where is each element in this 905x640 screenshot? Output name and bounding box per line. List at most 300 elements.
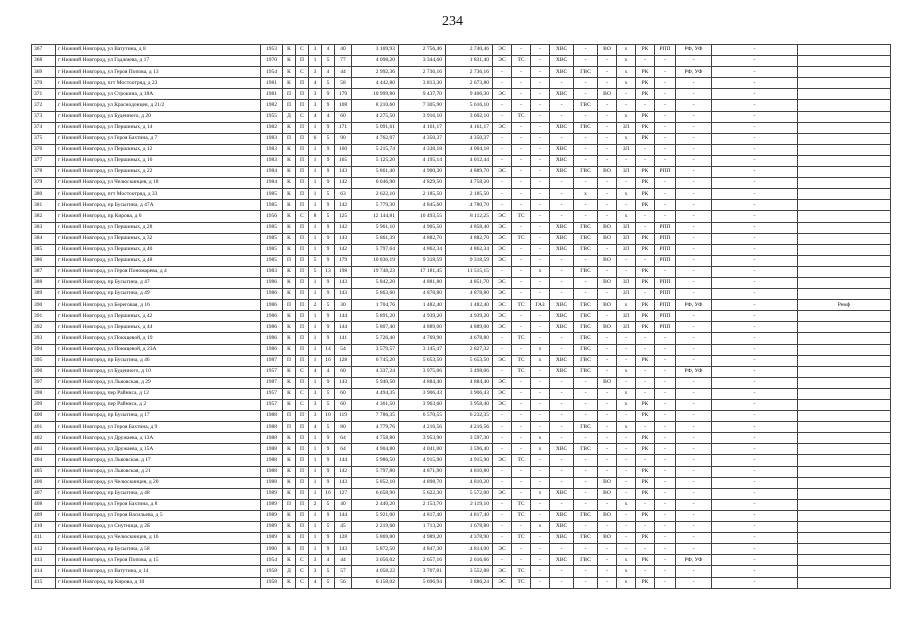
table-cell: 5 869,80 bbox=[352, 533, 399, 544]
table-cell: 4 845,60 bbox=[399, 200, 446, 211]
table-cell: 1 bbox=[309, 178, 322, 189]
table-cell: 4 bbox=[322, 555, 335, 566]
table-cell: - bbox=[676, 333, 712, 344]
table-cell: К bbox=[283, 45, 296, 56]
table-cell: - bbox=[574, 400, 598, 411]
table-cell: 144 bbox=[335, 311, 352, 322]
table-cell: - bbox=[512, 400, 531, 411]
table-cell: - bbox=[598, 56, 617, 67]
table-cell: - bbox=[676, 244, 712, 255]
table-cell: - bbox=[655, 266, 676, 277]
table-cell: 378 bbox=[32, 167, 56, 178]
table-cell: П bbox=[283, 255, 296, 266]
table-cell: 9 bbox=[322, 200, 335, 211]
table-cell: 9 406,30 bbox=[446, 89, 493, 100]
table-cell: ЗЛ bbox=[617, 277, 636, 288]
table-cell: 9 bbox=[322, 322, 335, 333]
table-cell: ХВС bbox=[550, 67, 574, 78]
table-cell: - bbox=[598, 422, 617, 433]
table-cell: - bbox=[655, 466, 676, 477]
table-cell: - bbox=[531, 577, 550, 588]
table-cell: П bbox=[296, 510, 309, 521]
table-cell: - bbox=[493, 433, 512, 444]
table-cell: 9 bbox=[322, 167, 335, 178]
table-cell: 4 829,50 bbox=[399, 178, 446, 189]
table-cell: - bbox=[512, 200, 531, 211]
table-cell: 1957 bbox=[261, 400, 283, 411]
table-cell: Ремф bbox=[798, 300, 891, 311]
table-cell: ГВС bbox=[574, 366, 598, 377]
table-cell: К bbox=[283, 388, 296, 399]
table-cell: - bbox=[598, 211, 617, 222]
table-cell: - bbox=[712, 322, 798, 333]
table-row bbox=[32, 344, 891, 355]
table-cell: ВО bbox=[598, 488, 617, 499]
table-cell: - bbox=[550, 499, 574, 510]
table-cell: 3 169,93 bbox=[352, 45, 399, 56]
table-cell: 5 bbox=[322, 499, 335, 510]
table-cell: 3 056,02 bbox=[352, 555, 399, 566]
table-cell: 5 863,60 bbox=[352, 289, 399, 300]
table-cell: 60 bbox=[335, 111, 352, 122]
table-cell: - bbox=[712, 566, 798, 577]
table-cell: К bbox=[283, 233, 296, 244]
table-cell: - bbox=[531, 322, 550, 333]
table-cell: - bbox=[531, 211, 550, 222]
table-cell: 387 bbox=[32, 266, 56, 277]
table-cell: 9 bbox=[322, 144, 335, 155]
table-cell: 9 bbox=[322, 244, 335, 255]
table-row bbox=[32, 444, 891, 455]
table-cell: - bbox=[676, 510, 712, 521]
table-cell: - bbox=[550, 577, 574, 588]
table-cell: П bbox=[296, 322, 309, 333]
table-cell: ЭС bbox=[493, 577, 512, 588]
table-cell: 1986 bbox=[261, 344, 283, 355]
table-cell: 4 884,40 bbox=[399, 377, 446, 388]
table-cell: г Нижний Новгород, ул Львовская, д 29 bbox=[56, 377, 261, 388]
table-cell: 389 bbox=[32, 289, 56, 300]
table-cell: П bbox=[283, 355, 296, 366]
table-row bbox=[32, 211, 891, 222]
table-cell: г Нижний Новгород, ул Першиных, д 12 bbox=[56, 144, 261, 155]
table-cell: 1986 bbox=[261, 277, 283, 288]
table-cell: 1988 bbox=[261, 444, 283, 455]
table-cell: - bbox=[712, 555, 798, 566]
table-cell: П bbox=[296, 377, 309, 388]
table-cell: П bbox=[283, 100, 296, 111]
table-cell: - bbox=[636, 388, 655, 399]
table-cell bbox=[798, 255, 891, 266]
table-cell: 4 041,00 bbox=[399, 444, 446, 455]
table-cell: 64 bbox=[335, 433, 352, 444]
table-cell: - bbox=[574, 544, 598, 555]
table-cell: - bbox=[655, 377, 676, 388]
table-cell: ЗЛ bbox=[617, 122, 636, 133]
table-cell: 5 616,10 bbox=[446, 100, 493, 111]
table-row bbox=[32, 422, 891, 433]
table-cell: - bbox=[550, 377, 574, 388]
table-cell: 4 862,34 bbox=[446, 244, 493, 255]
table-cell: ХВС bbox=[550, 244, 574, 255]
table-cell: 44 bbox=[335, 67, 352, 78]
table-cell: РК bbox=[636, 466, 655, 477]
table-cell: 5 bbox=[322, 78, 335, 89]
table-cell: 1 bbox=[309, 222, 322, 233]
table-cell: П bbox=[296, 122, 309, 133]
table-cell: 1986 bbox=[261, 333, 283, 344]
table-cell: - bbox=[550, 255, 574, 266]
table-cell: ХВС bbox=[550, 522, 574, 533]
table-cell: г Нижний Новгород, пр Бусыгина, д 48 bbox=[56, 488, 261, 499]
table-cell: 413 bbox=[32, 555, 56, 566]
table-cell: 4 bbox=[322, 111, 335, 122]
table-cell: 4 915,90 bbox=[399, 455, 446, 466]
table-cell: 408 bbox=[32, 499, 56, 510]
table-cell: РПП bbox=[655, 277, 676, 288]
table-cell: - bbox=[655, 510, 676, 521]
table-cell: 400 bbox=[32, 411, 56, 422]
table-cell: 1958 bbox=[261, 566, 283, 577]
table-cell: 375 bbox=[32, 133, 56, 144]
table-cell: г Нижний Новгород, ул Челюскинцев, д 18 bbox=[56, 178, 261, 189]
table-cell bbox=[798, 200, 891, 211]
table-cell: П bbox=[296, 89, 309, 100]
table-row bbox=[32, 56, 891, 67]
table-cell: - bbox=[617, 455, 636, 466]
table-cell: - bbox=[617, 178, 636, 189]
table-row bbox=[32, 167, 891, 178]
table-cell: 1 bbox=[309, 289, 322, 300]
table-cell: 6 232,35 bbox=[446, 411, 493, 422]
table-cell: 6 158,02 bbox=[352, 577, 399, 588]
table-cell: 1 bbox=[309, 277, 322, 288]
table-cell: х bbox=[617, 566, 636, 577]
table-cell: - bbox=[655, 189, 676, 200]
table-cell: 5 bbox=[322, 56, 335, 67]
table-cell: 3 bbox=[309, 67, 322, 78]
table-cell: - bbox=[512, 244, 531, 255]
table-cell: - bbox=[574, 566, 598, 577]
table-cell: 4 bbox=[322, 366, 335, 377]
table-cell: 1986 bbox=[261, 311, 283, 322]
table-cell: г Нижний Новгород, ул Першиных, д 14 bbox=[56, 122, 261, 133]
table-cell bbox=[798, 444, 891, 455]
table-cell: - bbox=[676, 499, 712, 510]
table-cell: ЭС bbox=[493, 289, 512, 300]
table-cell bbox=[798, 78, 891, 89]
table-cell: 368 bbox=[32, 56, 56, 67]
table-cell: - bbox=[598, 499, 617, 510]
table-cell: - bbox=[655, 366, 676, 377]
table-cell: - bbox=[676, 477, 712, 488]
table-cell bbox=[798, 133, 891, 144]
table-cell: РК bbox=[636, 200, 655, 211]
table-cell: - bbox=[512, 189, 531, 200]
table-cell: - bbox=[655, 155, 676, 166]
table-row bbox=[32, 200, 891, 211]
table-row bbox=[32, 488, 891, 499]
table-cell: - bbox=[550, 200, 574, 211]
table-cell: 4 bbox=[309, 111, 322, 122]
table-cell: П bbox=[296, 544, 309, 555]
table-cell: РПП bbox=[655, 233, 676, 244]
table-cell: 4 758,80 bbox=[352, 433, 399, 444]
table-cell: - bbox=[636, 144, 655, 155]
table-cell: ЭС bbox=[493, 167, 512, 178]
table-cell: 9 bbox=[322, 377, 335, 388]
table-cell: 1 bbox=[309, 200, 322, 211]
table-cell: 4 898,70 bbox=[399, 477, 446, 488]
table-cell: - bbox=[493, 411, 512, 422]
table-cell: - bbox=[712, 89, 798, 100]
table-cell: 1 bbox=[309, 466, 322, 477]
table-cell: г Нижний Новгород, пгт Мостоотряд, д 33 bbox=[56, 189, 261, 200]
table-cell: - bbox=[598, 433, 617, 444]
table-cell: 6 046,90 bbox=[352, 178, 399, 189]
table-cell: 2 153,70 bbox=[399, 499, 446, 510]
table-cell: - bbox=[531, 122, 550, 133]
table-cell: С bbox=[296, 555, 309, 566]
table-cell: 1 713,20 bbox=[399, 522, 446, 533]
table-cell: 4 939,20 bbox=[446, 311, 493, 322]
table-cell: 125 bbox=[335, 211, 352, 222]
table-cell: 397 bbox=[32, 377, 56, 388]
table-cell: х bbox=[531, 355, 550, 366]
table-row bbox=[32, 144, 891, 155]
table-cell: РПП bbox=[655, 222, 676, 233]
table-cell: 144 bbox=[335, 322, 352, 333]
table-cell: г Нижний Новгород, ул Буденного, д 20 bbox=[56, 111, 261, 122]
table-cell: ХВС bbox=[550, 510, 574, 521]
table-cell: 9 bbox=[322, 222, 335, 233]
table-cell: 5 807,40 bbox=[352, 322, 399, 333]
table-cell: 14 bbox=[322, 344, 335, 355]
table-cell bbox=[798, 167, 891, 178]
table-cell: 60 bbox=[335, 400, 352, 411]
table-cell bbox=[798, 155, 891, 166]
table-cell: - bbox=[598, 311, 617, 322]
table-cell: - bbox=[512, 322, 531, 333]
table-cell: - bbox=[617, 488, 636, 499]
table-cell: ЭС bbox=[493, 222, 512, 233]
table-cell: С bbox=[296, 577, 309, 588]
table-cell bbox=[798, 45, 891, 56]
table-cell: 12 144,81 bbox=[352, 211, 399, 222]
table-cell: 3 498,06 bbox=[446, 366, 493, 377]
table-cell: ХВС bbox=[550, 233, 574, 244]
table-cell: П bbox=[296, 499, 309, 510]
table-row bbox=[32, 322, 891, 333]
table-cell: 10 999,80 bbox=[352, 89, 399, 100]
table-cell: С bbox=[296, 400, 309, 411]
table-cell: - bbox=[512, 178, 531, 189]
table-cell: 4 904,80 bbox=[352, 444, 399, 455]
table-cell: - bbox=[531, 155, 550, 166]
table-cell: - bbox=[493, 266, 512, 277]
table-cell: 4 161,17 bbox=[399, 122, 446, 133]
table-cell: 1989 bbox=[261, 533, 283, 544]
table-cell bbox=[798, 555, 891, 566]
table-cell: РК bbox=[636, 78, 655, 89]
table-cell bbox=[798, 477, 891, 488]
table-cell: - bbox=[617, 444, 636, 455]
table-cell: - bbox=[598, 466, 617, 477]
table-cell: ЭС bbox=[493, 89, 512, 100]
table-cell: 1987 bbox=[261, 355, 283, 366]
table-cell: С bbox=[296, 45, 309, 56]
table-row bbox=[32, 533, 891, 544]
table-cell: 1 bbox=[309, 488, 322, 499]
table-cell: 5 572,00 bbox=[446, 488, 493, 499]
table-cell: 1 bbox=[309, 455, 322, 466]
table-cell: К bbox=[283, 178, 296, 189]
table-cell: - bbox=[712, 189, 798, 200]
table-cell: 1 704,76 bbox=[352, 300, 399, 311]
table-cell: г Нижний Новгород, ул Львовская, д 21 bbox=[56, 466, 261, 477]
table-cell: К bbox=[283, 377, 296, 388]
table-cell bbox=[798, 222, 891, 233]
table-row bbox=[32, 67, 891, 78]
table-cell: 1 482,40 bbox=[446, 300, 493, 311]
table-cell: 4 195,14 bbox=[399, 155, 446, 166]
table-cell bbox=[798, 244, 891, 255]
table-cell: ХВС bbox=[550, 355, 574, 366]
table-cell: П bbox=[296, 533, 309, 544]
table-cell: х bbox=[531, 266, 550, 277]
table-cell: - bbox=[493, 100, 512, 111]
table-cell: К bbox=[283, 167, 296, 178]
table-cell: - bbox=[712, 533, 798, 544]
table-cell: - bbox=[574, 477, 598, 488]
table-cell: ТС bbox=[512, 455, 531, 466]
table-cell: - bbox=[617, 200, 636, 211]
table-cell: К bbox=[283, 56, 296, 67]
table-cell: 2 bbox=[309, 300, 322, 311]
table-cell: К bbox=[283, 577, 296, 588]
table-cell: РК bbox=[636, 244, 655, 255]
table-cell: К bbox=[283, 533, 296, 544]
table-cell: 396 bbox=[32, 366, 56, 377]
table-cell: ГАЗ bbox=[531, 300, 550, 311]
register-body bbox=[32, 45, 891, 589]
table-cell: 385 bbox=[32, 244, 56, 255]
table-row bbox=[32, 522, 891, 533]
table-cell: 1989 bbox=[261, 499, 283, 510]
table-cell: х bbox=[531, 344, 550, 355]
table-cell: 179 bbox=[335, 89, 352, 100]
table-cell: ГВС bbox=[574, 311, 598, 322]
table-cell: - bbox=[676, 266, 712, 277]
table-cell: 1985 bbox=[261, 200, 283, 211]
table-cell: 1985 bbox=[261, 244, 283, 255]
table-cell: - bbox=[617, 100, 636, 111]
table-cell: К bbox=[283, 78, 296, 89]
table-cell: х bbox=[617, 111, 636, 122]
table-cell: 143 bbox=[335, 289, 352, 300]
table-cell: 3 975,06 bbox=[399, 366, 446, 377]
table-cell bbox=[798, 366, 891, 377]
table-cell bbox=[798, 533, 891, 544]
table-cell: 391 bbox=[32, 311, 56, 322]
table-cell: - bbox=[512, 144, 531, 155]
table-cell: ХВС bbox=[550, 155, 574, 166]
table-cell: РФ, УФ bbox=[676, 366, 712, 377]
table-cell: 5 bbox=[322, 211, 335, 222]
table-cell: 1986 bbox=[261, 289, 283, 300]
table-cell: х bbox=[617, 400, 636, 411]
table-cell: ТС bbox=[512, 366, 531, 377]
table-cell: - bbox=[574, 78, 598, 89]
table-cell: 4 216,56 bbox=[399, 422, 446, 433]
table-cell: - bbox=[676, 433, 712, 444]
table-row bbox=[32, 78, 891, 89]
table-row bbox=[32, 499, 891, 510]
table-cell: РК bbox=[636, 311, 655, 322]
table-cell: 1970 bbox=[261, 56, 283, 67]
table-cell: 144 bbox=[335, 510, 352, 521]
table-cell: П bbox=[283, 300, 296, 311]
table-cell: П bbox=[296, 144, 309, 155]
table-cell: - bbox=[531, 78, 550, 89]
table-cell: 5 986,50 bbox=[352, 455, 399, 466]
table-cell: 171 bbox=[335, 122, 352, 133]
table-cell: ВО bbox=[598, 222, 617, 233]
table-row bbox=[32, 89, 891, 100]
table-cell: - bbox=[493, 155, 512, 166]
table-cell: 77 bbox=[335, 56, 352, 67]
table-cell: - bbox=[598, 566, 617, 577]
table-cell: - bbox=[655, 100, 676, 111]
table-cell bbox=[798, 488, 891, 499]
table-cell: РК bbox=[636, 400, 655, 411]
table-cell: 5 842,20 bbox=[352, 277, 399, 288]
table-cell: 1982 bbox=[261, 100, 283, 111]
table-cell: 1 bbox=[309, 189, 322, 200]
table-row bbox=[32, 566, 891, 577]
table-cell: С bbox=[296, 566, 309, 577]
table-row bbox=[32, 233, 891, 244]
table-cell: - bbox=[550, 266, 574, 277]
table-cell: П bbox=[296, 200, 309, 211]
table-cell: 5 653,50 bbox=[399, 355, 446, 366]
table-cell: 7 305,90 bbox=[399, 100, 446, 111]
table-cell: г Нижний Новгород, ул Героя Васильева, д 5 bbox=[56, 510, 261, 521]
table-cell bbox=[798, 289, 891, 300]
table-cell: - bbox=[550, 422, 574, 433]
table-cell: 1953 bbox=[261, 45, 283, 56]
table-cell: - bbox=[512, 466, 531, 477]
table-cell: С bbox=[296, 67, 309, 78]
table-cell: 9 bbox=[322, 289, 335, 300]
table-cell: - bbox=[512, 222, 531, 233]
table-cell: - bbox=[712, 510, 798, 521]
table-cell: - bbox=[512, 266, 531, 277]
table-cell: 1987 bbox=[261, 377, 283, 388]
table-cell: х bbox=[617, 555, 636, 566]
table-cell: - bbox=[531, 311, 550, 322]
table-row bbox=[32, 244, 891, 255]
table-row bbox=[32, 45, 891, 56]
table-cell: 3 bbox=[309, 100, 322, 111]
table-cell: - bbox=[655, 388, 676, 399]
table-cell: 9 bbox=[322, 122, 335, 133]
table-cell bbox=[798, 377, 891, 388]
table-cell: - bbox=[655, 67, 676, 78]
table-cell: - bbox=[550, 455, 574, 466]
table-cell: РК bbox=[636, 444, 655, 455]
table-cell: - bbox=[550, 277, 574, 288]
